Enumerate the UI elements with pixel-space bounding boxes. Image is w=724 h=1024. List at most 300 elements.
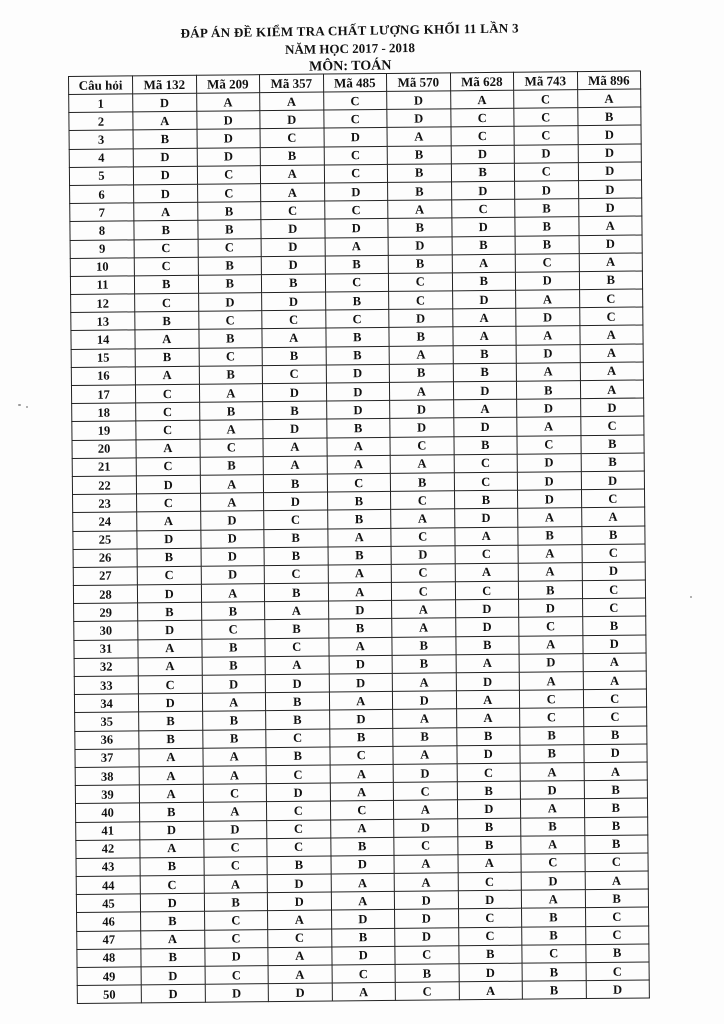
answer-cell: C (264, 565, 328, 584)
answer-cell: A (200, 493, 264, 512)
answer-cell: A (520, 799, 584, 818)
answer-cell: A (578, 216, 642, 235)
answer-cell: C (266, 801, 330, 820)
answer-cell: A (199, 420, 263, 439)
answer-cell: C (455, 545, 519, 564)
answer-cell: C (199, 438, 263, 457)
answer-cell: B (581, 453, 645, 472)
answer-cell: B (328, 546, 392, 565)
answer-cell: A (459, 981, 523, 1000)
answer-cell: A (393, 746, 457, 765)
answer-cell: A (393, 800, 457, 819)
question-number-cell: 24 (73, 512, 137, 531)
answer-cell: C (137, 566, 201, 585)
question-number-cell: 12 (71, 294, 135, 313)
answer-cell: A (201, 584, 265, 603)
answer-table-container (68, 71, 649, 1005)
answer-cell: B (582, 616, 646, 635)
question-number-cell: 1 (69, 94, 133, 113)
column-header-code: Mã 743 (513, 72, 577, 91)
answer-cell: D (455, 599, 519, 618)
scan-speck (18, 404, 21, 406)
answer-cell: B (584, 816, 648, 835)
answer-cell: B (388, 255, 452, 274)
answer-cell: B (197, 202, 261, 221)
question-number-cell: 22 (72, 476, 136, 495)
answer-cell: C (198, 311, 262, 330)
document-header (120, 18, 581, 79)
answer-cell: D (578, 144, 642, 163)
answer-cell: A (518, 544, 582, 563)
answer-cell: A (332, 983, 396, 1002)
answer-cell: A (260, 92, 324, 111)
answer-cell: B (266, 710, 330, 729)
answer-cell: C (517, 435, 581, 454)
answer-cell: B (453, 345, 517, 364)
answer-cell: B (266, 747, 330, 766)
answer-cell: D (456, 672, 520, 691)
answer-cell: A (452, 327, 516, 346)
question-number-cell: 21 (72, 458, 136, 477)
question-number-cell: 28 (73, 585, 137, 604)
answer-cell: A (452, 308, 516, 327)
answer-cell: D (196, 111, 260, 130)
answer-cell: A (580, 362, 644, 381)
answer-cell: A (579, 253, 643, 272)
answer-cell: B (260, 147, 324, 166)
answer-cell: C (325, 310, 389, 329)
answer-cell: B (453, 363, 517, 382)
answer-cell: D (200, 529, 264, 548)
answer-cell: B (515, 217, 579, 236)
answer-cell: A (519, 672, 583, 691)
question-number-cell: 19 (72, 421, 136, 440)
answer-cell: B (515, 199, 579, 218)
answer-cell: A (138, 639, 202, 658)
answer-cell: B (387, 164, 451, 183)
answer-cell: D (201, 547, 265, 566)
answer-cell: B (453, 436, 517, 455)
answer-cell: A (330, 819, 394, 838)
answer-cell: D (517, 490, 581, 509)
answer-cell: B (325, 328, 389, 347)
answer-cell: A (268, 910, 332, 929)
answer-cell: B (198, 256, 262, 275)
answer-cell: D (520, 781, 584, 800)
answer-cell: D (517, 453, 581, 472)
answer-cell: D (451, 145, 515, 164)
answer-cell: B (327, 492, 391, 511)
answer-cell: B (387, 145, 451, 164)
answer-cell: A (391, 509, 455, 528)
answer-cell: B (452, 236, 516, 255)
answer-cell: C (451, 127, 515, 146)
answer-cell: D (326, 382, 390, 401)
answer-cell: A (325, 237, 389, 256)
question-number-cell: 34 (74, 694, 138, 713)
answer-cell: C (395, 982, 459, 1001)
answer-cell: A (139, 784, 203, 803)
question-number-cell: 11 (70, 276, 134, 295)
answer-cell: A (585, 871, 649, 890)
answer-cell: D (451, 181, 515, 200)
answer-cell: A (203, 766, 267, 785)
answer-cell: D (133, 166, 197, 185)
answer-cell: C (391, 491, 455, 510)
question-number-cell: 26 (73, 549, 137, 568)
answer-cell: B (580, 435, 644, 454)
answer-cell: B (135, 312, 199, 331)
answer-cell: C (204, 929, 268, 948)
answer-cell: C (393, 782, 457, 801)
answer-cell: D (267, 892, 331, 911)
question-number-cell: 43 (76, 858, 140, 877)
answer-cell: B (264, 547, 328, 566)
answer-cell: A (389, 345, 453, 364)
answer-cell: B (584, 798, 648, 817)
answer-cell: B (134, 221, 198, 240)
question-number-cell: 30 (74, 621, 138, 640)
answer-cell: D (140, 821, 204, 840)
question-number-cell: 39 (75, 785, 139, 804)
question-number-cell: 31 (74, 639, 138, 658)
answer-cell: A (387, 127, 451, 146)
answer-cell: A (331, 892, 395, 911)
answer-cell: B (201, 638, 265, 657)
answer-cell: A (137, 512, 201, 531)
answer-cell: B (457, 818, 521, 837)
answer-cell: C (204, 911, 268, 930)
answer-cell: B (326, 346, 390, 365)
answer-cell: D (261, 238, 325, 257)
answer-cell: C (329, 746, 393, 765)
answer-cell: D (387, 91, 451, 110)
answer-cell: B (197, 220, 261, 239)
answer-cell: A (262, 328, 326, 347)
question-number-cell: 10 (70, 258, 134, 277)
answer-cell: B (202, 711, 266, 730)
answer-cell: C (390, 436, 454, 455)
answer-cell: A (200, 475, 264, 494)
answer-cell: B (456, 727, 520, 746)
answer-cell: D (388, 236, 452, 255)
answer-cell: C (262, 310, 326, 329)
answer-cell: D (134, 184, 198, 203)
answer-cell: C (580, 416, 644, 435)
answer-cell: D (578, 180, 642, 199)
answer-cell: C (203, 838, 267, 857)
column-header-code: Mã 628 (450, 72, 514, 91)
answer-cell: A (579, 325, 643, 344)
answer-cell: B (393, 727, 457, 746)
answer-cell: B (457, 836, 521, 855)
answer-cell: A (521, 890, 585, 909)
answer-cell: A (265, 601, 329, 620)
answer-cell: C (264, 510, 328, 529)
answer-cell: C (514, 108, 578, 127)
answer-cell: C (458, 927, 522, 946)
answer-cell: B (199, 365, 263, 384)
answer-cell: D (265, 674, 329, 693)
answer-cell: D (202, 675, 266, 694)
scan-speck (690, 596, 692, 598)
answer-cell: A (265, 656, 329, 675)
answer-cell: D (586, 980, 650, 999)
answer-cell: B (522, 926, 586, 945)
answer-cell: B (328, 619, 392, 638)
answer-cell: D (141, 984, 205, 1003)
answer-cell: B (585, 944, 649, 963)
answer-cell: D (133, 93, 197, 112)
answer-cell: A (581, 507, 645, 526)
answer-cell: D (515, 181, 579, 200)
question-number-cell: 8 (70, 221, 134, 240)
question-number-cell: 2 (69, 112, 133, 131)
answer-table (68, 70, 650, 1004)
answer-cell: C (515, 253, 579, 272)
answer-cell: D (521, 872, 585, 891)
question-number-cell: 47 (77, 930, 141, 949)
question-number-cell: 16 (71, 367, 135, 386)
answer-cell: A (327, 455, 391, 474)
answer-cell: A (583, 671, 647, 690)
answer-cell: B (584, 835, 648, 854)
answer-cell: D (451, 218, 515, 237)
answer-cell: D (516, 344, 580, 363)
answer-cell: C (198, 238, 262, 257)
answer-cell: C (579, 289, 643, 308)
answer-cell: C (323, 110, 387, 129)
document-title: ĐÁP ÁN ĐỀ KIỂM TRA CHẤT LƯỢNG KHỐI 11 LẦN 3 (180, 20, 520, 41)
answer-cell: B (325, 291, 389, 310)
answer-cell: D (391, 545, 455, 564)
answer-cell: C (325, 273, 389, 292)
question-number-cell: 17 (71, 385, 135, 404)
answer-cell: C (581, 489, 645, 508)
column-header-question: Câu hỏi (69, 76, 133, 95)
answer-cell: B (451, 163, 515, 182)
answer-cell: B (265, 619, 329, 638)
answer-cell: C (267, 820, 331, 839)
column-header-code: Mã 570 (386, 73, 450, 92)
answer-cell: B (265, 692, 329, 711)
column-header-code: Mã 132 (133, 75, 197, 94)
answer-cell: A (517, 417, 581, 436)
answer-cell: D (457, 800, 521, 819)
answer-cell: A (393, 709, 457, 728)
answer-cell: C (391, 527, 455, 546)
answer-cell: D (519, 599, 583, 618)
column-header-code: Mã 485 (323, 73, 387, 92)
answer-cell: C (203, 784, 267, 803)
question-number-cell: 38 (75, 767, 139, 786)
answer-cell: A (583, 653, 647, 672)
answer-cell: A (196, 93, 260, 112)
answer-cell: C (582, 544, 646, 563)
answer-cell: A (204, 875, 268, 894)
answer-cell: C (514, 162, 578, 181)
answer-cell: A (263, 456, 327, 475)
answer-cell: A (140, 839, 204, 858)
question-number-cell: 18 (72, 403, 136, 422)
answer-cell: C (201, 620, 265, 639)
question-number-cell: 27 (73, 567, 137, 586)
answer-cell: C (135, 293, 199, 312)
answer-cell: B (262, 347, 326, 366)
answer-cell: C (388, 273, 452, 292)
answer-cell: A (455, 563, 519, 582)
answer-cell: B (139, 730, 203, 749)
answer-cell: D (459, 963, 523, 982)
question-number-cell: 25 (73, 530, 137, 549)
answer-cell: C (584, 853, 648, 872)
answer-cell: B (522, 981, 586, 1000)
answer-cell: A (134, 202, 198, 221)
answer-cell: A (577, 89, 641, 108)
answer-cell: B (198, 275, 262, 294)
answer-cell: D (138, 621, 202, 640)
answer-cell: B (392, 636, 456, 655)
answer-cell: C (136, 402, 200, 421)
answer-cell: C (519, 617, 583, 636)
answer-cell: D (331, 946, 395, 965)
answer-cell: A (457, 854, 521, 873)
answer-cell: D (393, 764, 457, 783)
answer-cell: D (141, 966, 205, 985)
question-number-cell: 42 (76, 840, 140, 859)
answer-cell: A (394, 855, 458, 874)
answer-cell: D (324, 219, 388, 238)
answer-cell: D (582, 562, 646, 581)
answer-cell: C (391, 582, 455, 601)
answer-cell: B (390, 473, 454, 492)
answer-cell: C (454, 472, 518, 491)
answer-cell: A (330, 764, 394, 783)
answer-cell: D (200, 511, 264, 530)
school-year: NĂM HỌC 2017 - 2018 (284, 39, 416, 58)
answer-cell: B (135, 348, 199, 367)
answer-cell: D (136, 475, 200, 494)
answer-cell: B (204, 893, 268, 912)
answer-cell: A (580, 380, 644, 399)
question-number-cell: 4 (69, 148, 133, 167)
answer-cell: C (457, 763, 521, 782)
question-number-cell: 6 (70, 185, 134, 204)
answer-cell: D (579, 234, 643, 253)
answer-cell: B (139, 712, 203, 731)
question-number-cell: 32 (74, 658, 138, 677)
answer-cell: A (521, 835, 585, 854)
question-number-cell: 45 (76, 894, 140, 913)
question-number-cell: 44 (76, 876, 140, 895)
answer-cell: D (453, 418, 517, 437)
answer-cell: D (394, 818, 458, 837)
answer-cell: C (199, 347, 263, 366)
answer-cell: B (263, 474, 327, 493)
answer-cell: B (199, 402, 263, 421)
answer-cell: C (327, 473, 391, 492)
answer-cell: A (584, 762, 648, 781)
answer-cell: B (140, 857, 204, 876)
answer-cell: C (391, 564, 455, 583)
answer-cell: C (454, 454, 518, 473)
answer-cell: C (451, 199, 515, 218)
column-header-code: Mã 209 (196, 75, 260, 94)
answer-cell: A (331, 873, 395, 892)
answer-cell: A (328, 582, 392, 601)
answer-cell: A (454, 527, 518, 546)
answer-cell: C (265, 638, 329, 657)
answer-cell: D (514, 144, 578, 163)
answer-cell: A (260, 165, 324, 184)
answer-cell: C (579, 307, 643, 326)
answer-cell: C (521, 853, 585, 872)
question-number-cell: 40 (75, 803, 139, 822)
answer-cell: B (134, 275, 198, 294)
answer-cell: A (516, 326, 580, 345)
answer-cell: A (450, 90, 514, 109)
question-number-cell: 48 (77, 949, 141, 968)
answer-cell: A (135, 366, 199, 385)
question-number-cell: 14 (71, 330, 135, 349)
answer-cell: C (582, 598, 646, 617)
answer-cell: A (456, 709, 520, 728)
answer-cell: D (197, 129, 261, 148)
answer-cell: B (331, 928, 395, 947)
answer-cell: D (262, 383, 326, 402)
answer-cell: A (261, 183, 325, 202)
answer-cell: C (586, 962, 650, 981)
answer-cell: B (138, 602, 202, 621)
answer-cell: A (133, 111, 197, 130)
answer-cell: B (139, 803, 203, 822)
answer-cell: D (392, 691, 456, 710)
answer-cell: D (266, 783, 330, 802)
answer-cell: D (452, 290, 516, 309)
answer-cell: B (388, 218, 452, 237)
answer-cell: C (138, 675, 202, 694)
answer-cell: D (578, 198, 642, 217)
answer-cell: D (260, 110, 324, 129)
answer-cell: C (266, 765, 330, 784)
answer-cell: D (324, 128, 388, 147)
answer-cell: B (326, 419, 390, 438)
answer-cell: C (197, 165, 261, 184)
answer-cell: C (582, 580, 646, 599)
answer-cell: B (583, 726, 647, 745)
answer-cell: D (515, 271, 579, 290)
answer-cell: C (140, 875, 204, 894)
answer-cell: A (520, 763, 584, 782)
answer-cell: A (138, 657, 202, 676)
answer-cell: C (522, 944, 586, 963)
answer-cell: D (389, 309, 453, 328)
answer-cell: D (517, 472, 581, 491)
answer-cell: B (518, 581, 582, 600)
column-header-code: Mã 357 (259, 74, 323, 93)
question-number-cell: 20 (72, 439, 136, 458)
answer-cell: A (388, 200, 452, 219)
answer-cell: A (519, 635, 583, 654)
answer-cell: B (454, 490, 518, 509)
answer-cell: B (264, 529, 328, 548)
answer-cell: C (262, 365, 326, 384)
answer-cell: D (203, 820, 267, 839)
answer-cell: A (452, 254, 516, 273)
answer-cell: C (136, 457, 200, 476)
answer-cell: D (261, 256, 325, 275)
answer-cell: C (583, 707, 647, 726)
